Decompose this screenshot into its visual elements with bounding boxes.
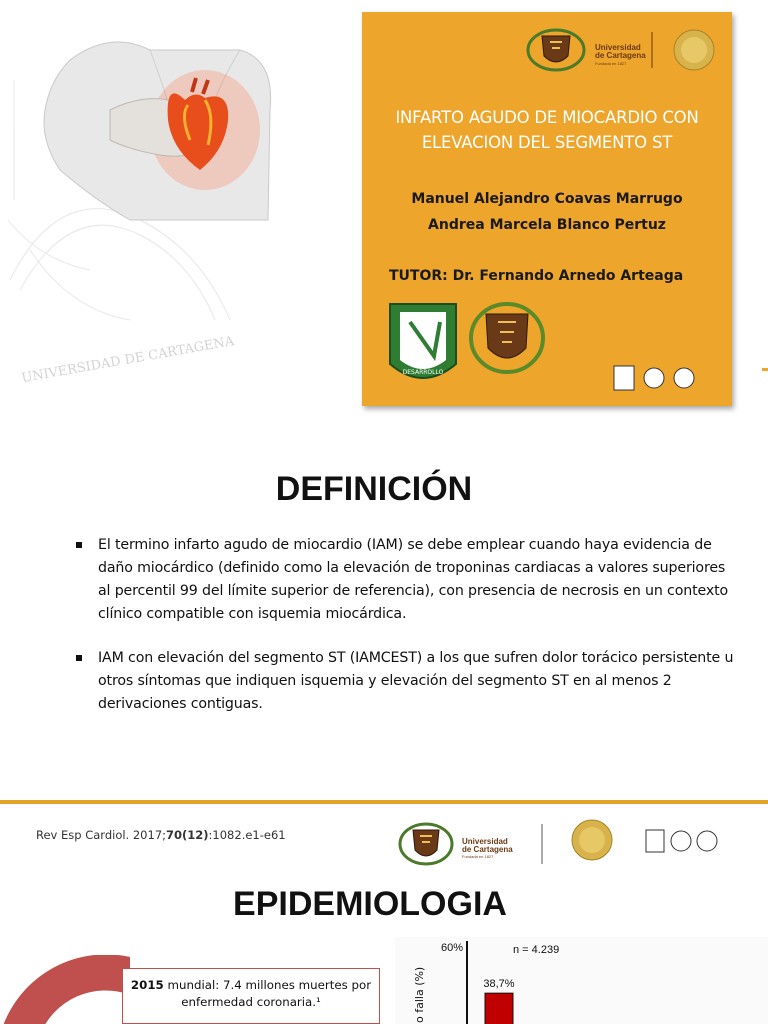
footer-logos: [396, 818, 726, 870]
bar-value-label-0: 38,7%: [483, 978, 515, 991]
university-crest-icon-large: [471, 304, 543, 372]
footer-university-founded: Fundada en 1827: [462, 854, 494, 859]
certification-icons: [614, 366, 694, 390]
bullet-text-1: El termino infarto agudo de miocardio (IAM) se debe emplear cuando haya evidencia de daño miocárdico (definido como la elevación de troponinas cardiacas a valores superiores al percentil 99 del límite superior de referencia), con presencia de necrosis en un contexto clínico compatible con isquemia miocárdica.: [98, 537, 729, 622]
university-wordmark: [595, 44, 646, 68]
shield-badge-text: DESARROLLO: [402, 369, 444, 376]
bullet-text-2: IAM con elevación del segmento ST (IAMCEST) a los que sufren dolor torácico persistente u otros síntomas que indiquen isquemia y elevación del segmento ST en al menos 2 derivaciones contiguas.: [98, 650, 734, 712]
bottom-logos: [362, 302, 732, 402]
citation-volume: 70(12): [166, 828, 209, 842]
watermark-text: UNIVERSIDAD DE CARTAGENA: [20, 334, 236, 387]
definition-bullets: [76, 534, 736, 737]
citation-prefix: Rev Esp Cardiol. 2017;: [36, 828, 167, 842]
university-crest-icon: [528, 30, 584, 70]
title-card: [362, 12, 732, 406]
tutor: TUTOR: Dr. Fernando Arnedo Arteaga: [389, 268, 684, 284]
footer-university-name-2: de Cartagena: [462, 845, 513, 854]
gold-seal-icon: [572, 820, 612, 860]
epidemiology-title: EPIDEMIOLOGIA: [233, 885, 507, 923]
bullet-icon: [76, 542, 82, 548]
author-2: Andrea Marcela Blanco Pertuz: [428, 217, 666, 233]
citation-suffix: :1082.e1-e61: [208, 828, 286, 842]
bars: [483, 978, 514, 1024]
epidemiology-slide: [0, 800, 768, 1024]
y-tick-label: 60%: [440, 942, 463, 954]
stat-box: [122, 968, 380, 1024]
n-label: n = 4.239: [513, 944, 560, 956]
footer-university-name: Universidad: [462, 837, 508, 846]
definition-title: DEFINICIÓN: [275, 470, 473, 508]
title-line-2: ELEVACION DEL SEGMENTO ST: [421, 133, 673, 152]
accent-rule: [0, 800, 768, 804]
title-line-1: INFARTO AGUDO DE MIOCARDIO CON: [395, 108, 699, 127]
university-name: Universidad: [595, 43, 641, 52]
list-item: [76, 534, 736, 626]
title-slide: [0, 0, 768, 428]
stat-year: 2015: [130, 978, 164, 992]
author-1: Manuel Alejandro Coavas Marrugo: [411, 191, 683, 207]
list-item: [76, 647, 736, 716]
faculty-shield-icon: [390, 304, 456, 378]
stat-text: mundial: 7.4 millones muertes por enfermedad coronaria.¹: [163, 978, 372, 1009]
gold-seal-icon: [674, 30, 714, 70]
bullet-icon: [76, 655, 82, 661]
university-name-2: de Cartagena: [595, 51, 646, 60]
definition-slide: [0, 428, 768, 800]
certification-icons: [646, 830, 717, 852]
bar-chart: [395, 937, 768, 1024]
university-founded: Fundada en 1827: [595, 61, 627, 66]
university-crest-icon: [400, 824, 452, 864]
presentation-title: [362, 105, 732, 155]
donut-chart-fragment: [0, 955, 130, 1024]
heart-attack-illustration: [0, 20, 350, 400]
authors: [362, 186, 732, 238]
accent-dot: [762, 368, 768, 371]
y-axis-label: o falla (%): [413, 966, 426, 1023]
bar-0: [485, 993, 513, 1024]
citation: [36, 827, 306, 843]
